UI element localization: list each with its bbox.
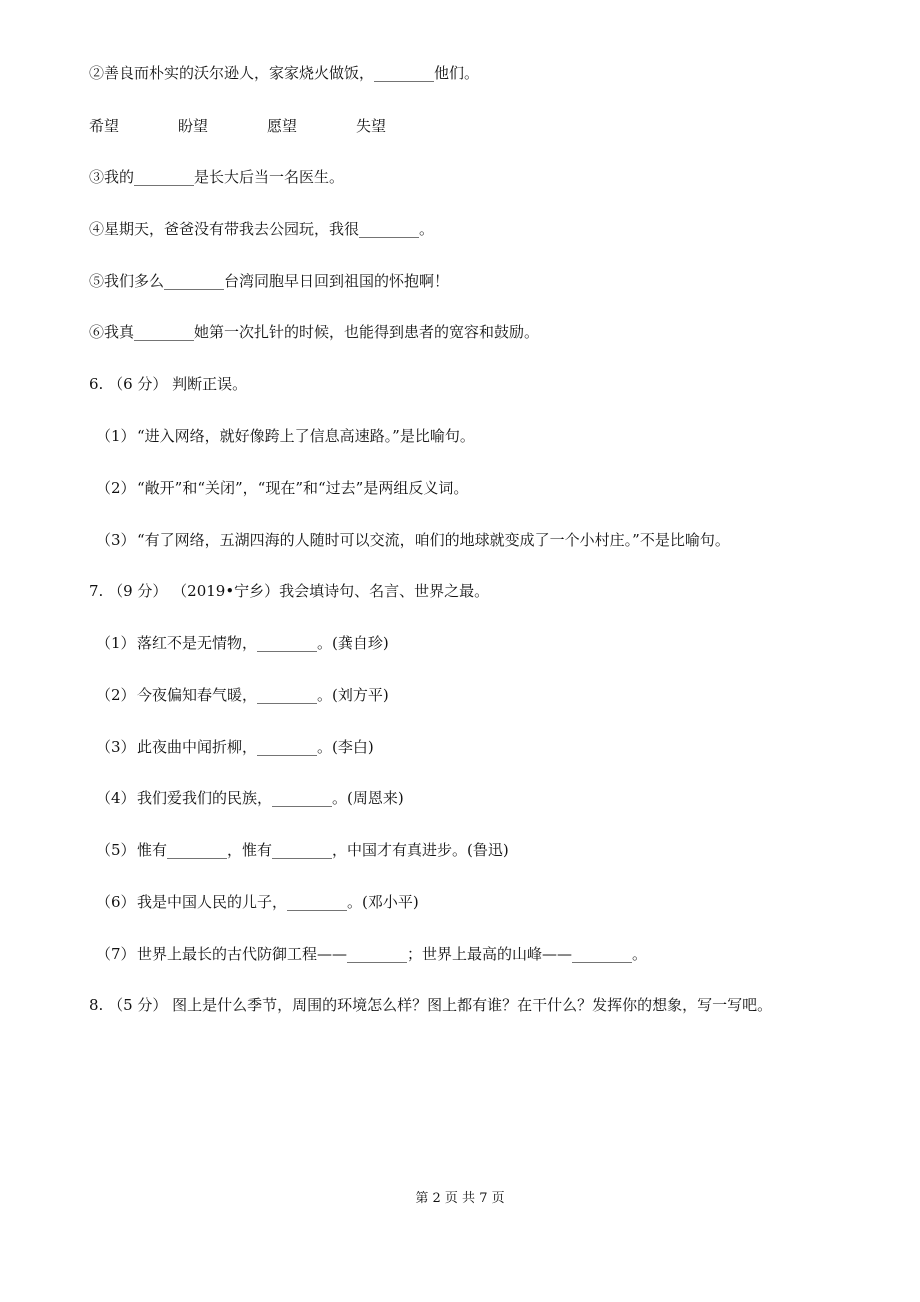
q7-header: 7. （9 分） （2019•宁乡）我会填诗句、名言、世界之最。 bbox=[89, 582, 490, 600]
item-text: 世界上最长的古代防御工程——________；世界上最高的山峰——________。 bbox=[137, 945, 648, 963]
q7-item bbox=[96, 944, 647, 964]
q5-item-3: ③我的________是长大后当一名医生。 bbox=[89, 168, 345, 186]
q6-item bbox=[96, 530, 730, 550]
q7-item bbox=[96, 685, 389, 705]
item-text: “有了网络，五湖四海的人随时可以交流，咱们的地球就变成了一个小村庄。”不是比喻句。 bbox=[137, 531, 730, 549]
item-text: 落红不是无情物，________。(龚自珍) bbox=[137, 634, 389, 652]
q5-item-5: ⑤我们多么________台湾同胞早日回到祖国的怀抱啊！ bbox=[89, 272, 450, 290]
q7-item bbox=[96, 788, 404, 808]
q5-item-4: ④星期天，爸爸没有带我去公园玩，我很________。 bbox=[89, 220, 435, 238]
q7-item bbox=[96, 892, 419, 912]
q6-item bbox=[96, 426, 475, 446]
item-number: （6） bbox=[96, 893, 136, 911]
item-text: 此夜曲中闻折柳，________。(李白) bbox=[137, 738, 374, 756]
q7-item bbox=[96, 737, 374, 757]
item-text: “敞开”和“关闭”，“现在”和“过去”是两组反义词。 bbox=[137, 479, 469, 497]
q6-item bbox=[96, 478, 468, 498]
q5-word-options bbox=[89, 116, 386, 136]
item-number: （1） bbox=[96, 634, 136, 652]
word-option: 盼望 bbox=[178, 117, 209, 135]
item-number: （2） bbox=[96, 479, 136, 497]
word-option: 失望 bbox=[356, 117, 387, 135]
item-text: “进入网络，就好像跨上了信息高速路。”是比喻句。 bbox=[137, 427, 475, 445]
item-number: （4） bbox=[96, 789, 136, 807]
q5-item-2: ②善良而朴实的沃尔逊人，家家烧火做饭，________他们。 bbox=[89, 64, 480, 82]
q7-item bbox=[96, 840, 509, 860]
item-text: 惟有________，惟有________，中国才有真进步。(鲁迅) bbox=[137, 841, 509, 859]
item-number: （5） bbox=[96, 841, 136, 859]
q7-item bbox=[96, 633, 389, 653]
q5-item-6: ⑥我真________她第一次扎针的时候，也能得到患者的宽容和鼓励。 bbox=[89, 323, 540, 341]
item-text: 今夜偏知春气暖，________。(刘方平) bbox=[137, 686, 389, 704]
item-number: （2） bbox=[96, 686, 136, 704]
item-number: （7） bbox=[96, 945, 136, 963]
item-text: 我是中国人民的儿子，________。(邓小平) bbox=[137, 893, 419, 911]
item-number: （3） bbox=[96, 531, 136, 549]
item-text: 我们爱我们的民族，________。(周恩来) bbox=[137, 789, 404, 807]
q8-header: 8. （5 分） 图上是什么季节，周围的环境怎么样？图上都有谁？在干什么？发挥你的想象，写一写吧。 bbox=[89, 996, 773, 1014]
word-option: 希望 bbox=[89, 117, 120, 135]
q6-header: 6. （6 分） 判断正误。 bbox=[89, 375, 248, 393]
page-footer: 第 2 页 共 7 页 bbox=[415, 1191, 505, 1206]
item-number: （3） bbox=[96, 738, 136, 756]
item-number: （1） bbox=[96, 427, 136, 445]
word-option: 愿望 bbox=[267, 117, 298, 135]
